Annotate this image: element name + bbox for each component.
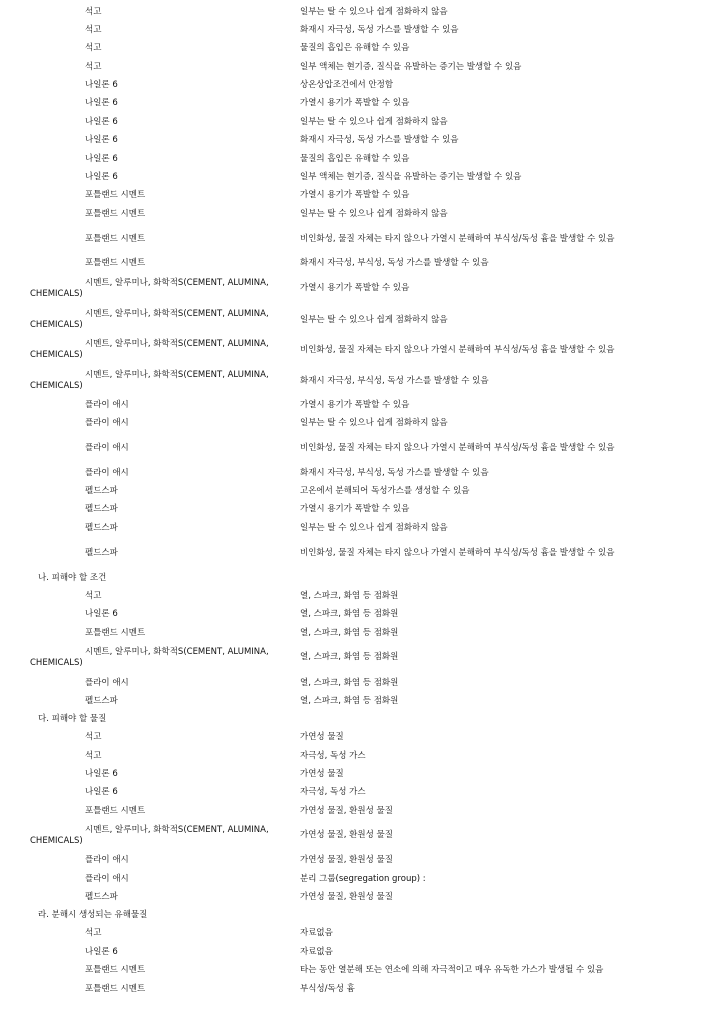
substance-name: 나일론 6 [85, 117, 118, 127]
hazard-description: 가연성 물질 [300, 769, 344, 779]
hazard-description: 타는 동안 열분해 또는 연소에 의해 자극적이고 매우 유독한 가스가 발생될 수 있음 [300, 965, 604, 975]
hazard-description: 일부는 탈 수 있으나 쉽게 점화하지 않음 [300, 418, 448, 428]
substance-name: 포틀랜드 시멘트 [85, 209, 146, 219]
substance-name: 플라이 애시 [85, 443, 129, 453]
hazard-description: 가열시 용기가 폭발할 수 있음 [300, 283, 410, 293]
substance-name: 나일론 6 [85, 172, 118, 182]
hazard-description: 열, 스파크, 화염 등 점화원 [300, 591, 399, 601]
hazard-description: 자료없음 [300, 928, 333, 938]
substance-name: 펠드스파 [85, 696, 118, 706]
hazard-description: 가열시 용기가 폭발할 수 있음 [300, 190, 410, 200]
substance-name: 시멘트, 알루미나, 화학적S(CEMENT, ALUMINA, CHEMICALS) [30, 370, 269, 391]
substance-name: 시멘트, 알루미나, 화학적S(CEMENT, ALUMINA, CHEMICALS) [30, 647, 269, 668]
hazard-description: 비인화성, 물질 자체는 타지 않으나 가열시 분해하여 부식성/독성 흄을 발생할 수 있음 [300, 548, 615, 558]
hazard-description: 가연성 물질, 환원성 물질 [300, 830, 393, 840]
hazard-description: 열, 스파크, 화염 등 점화원 [300, 628, 399, 638]
substance-name: 석고 [85, 591, 102, 601]
substance-name: 포틀랜드 시멘트 [85, 628, 146, 638]
hazard-description: 화재시 자극성, 부식성, 독성 가스를 발생할 수 있음 [300, 258, 489, 268]
section-heading: 다. 피해야 할 물질 [38, 714, 107, 724]
hazard-description: 일부는 탈 수 있으나 쉽게 점화하지 않음 [300, 117, 448, 127]
substance-name: 플라이 애시 [85, 400, 129, 410]
substance-name: 플라이 애시 [85, 468, 129, 478]
substance-name: 석고 [85, 25, 102, 35]
section-heading: 나. 피해야 할 조건 [38, 573, 107, 583]
hazard-description: 비인화성, 물질 자체는 타지 않으나 가열시 분해하여 부식성/독성 흄을 발생할 수 있음 [300, 234, 615, 244]
substance-name: 나일론 6 [85, 609, 118, 619]
substance-name: 시멘트, 알루미나, 화학적S(CEMENT, ALUMINA, CHEMICALS) [30, 339, 269, 360]
hazard-description: 화재시 자극성, 부식성, 독성 가스를 발생할 수 있음 [300, 376, 489, 386]
substance-name: 나일론 6 [85, 769, 118, 779]
hazard-description: 자극성, 독성 가스 [300, 787, 366, 797]
substance-name: 시멘트, 알루미나, 화학적S(CEMENT, ALUMINA, CHEMICALS) [30, 309, 269, 330]
hazard-description: 화재시 자극성, 독성 가스를 발생할 수 있음 [300, 135, 459, 145]
hazard-description: 가연성 물질, 환원성 물질 [300, 892, 393, 902]
hazard-description: 물질의 흡입은 유해할 수 있음 [300, 43, 410, 53]
substance-name: 펠드스파 [85, 523, 118, 533]
substance-name: 포틀랜드 시멘트 [85, 234, 146, 244]
substance-name: 포틀랜드 시멘트 [85, 806, 146, 816]
substance-name: 나일론 6 [85, 135, 118, 145]
substance-name: 포틀랜드 시멘트 [85, 190, 146, 200]
substance-name: 석고 [85, 928, 102, 938]
substance-name: 나일론 6 [85, 154, 118, 164]
substance-name: 포틀랜드 시멘트 [85, 984, 146, 994]
substance-name: 플라이 애시 [85, 678, 129, 688]
hazard-description: 화재시 자극성, 독성 가스를 발생할 수 있음 [300, 25, 459, 35]
hazard-description: 화재시 자극성, 부식성, 독성 가스를 발생할 수 있음 [300, 468, 489, 478]
hazard-description: 물질의 흡입은 유해할 수 있음 [300, 154, 410, 164]
hazard-description: 일부 액체는 현기증, 질식을 유발하는 증기는 발생할 수 있음 [300, 62, 522, 72]
hazard-description: 비인화성, 물질 자체는 타지 않으나 가열시 분해하여 부식성/독성 흄을 발생할 수 있음 [300, 443, 615, 453]
hazard-description: 일부는 탈 수 있으나 쉽게 점화하지 않음 [300, 209, 448, 219]
hazard-description: 상온상압조건에서 안정함 [300, 80, 394, 90]
hazard-description: 일부는 탈 수 있으나 쉽게 점화하지 않음 [300, 315, 448, 325]
substance-name: 나일론 6 [85, 98, 118, 108]
hazard-description: 자료없음 [300, 947, 333, 957]
hazard-description: 가연성 물질 [300, 732, 344, 742]
substance-name: 플라이 애시 [85, 874, 129, 884]
substance-name: 펠드스파 [85, 486, 118, 496]
substance-name: 플라이 애시 [85, 855, 129, 865]
substance-name: 시멘트, 알루미나, 화학적S(CEMENT, ALUMINA, CHEMICALS) [30, 278, 269, 299]
hazard-description: 자극성, 독성 가스 [300, 751, 366, 761]
substance-name: 플라이 애시 [85, 418, 129, 428]
hazard-description: 열, 스파크, 화염 등 점화원 [300, 652, 399, 662]
hazard-description: 가열시 용기가 폭발할 수 있음 [300, 504, 410, 514]
substance-name: 포틀랜드 시멘트 [85, 258, 146, 268]
hazard-description: 일부는 탈 수 있으나 쉽게 점화하지 않음 [300, 523, 448, 533]
hazard-description: 열, 스파크, 화염 등 점화원 [300, 609, 399, 619]
substance-name: 펠드스파 [85, 504, 118, 514]
substance-name: 시멘트, 알루미나, 화학적S(CEMENT, ALUMINA, CHEMICALS) [30, 825, 269, 846]
hazard-description: 부식성/독성 흄 [300, 984, 355, 994]
substance-name: 펠드스파 [85, 892, 118, 902]
substance-name: 나일론 6 [85, 80, 118, 90]
hazard-description: 가연성 물질, 환원성 물질 [300, 855, 393, 865]
substance-name: 포틀랜드 시멘트 [85, 965, 146, 975]
hazard-description: 고온에서 분해되어 독성가스를 생성할 수 있음 [300, 486, 470, 496]
hazard-description: 가열시 용기가 폭발할 수 있음 [300, 400, 410, 410]
hazard-description: 열, 스파크, 화염 등 점화원 [300, 696, 399, 706]
substance-name: 나일론 6 [85, 947, 118, 957]
hazard-description: 일부는 탈 수 있으나 쉽게 점화하지 않음 [300, 7, 448, 17]
substance-name: 석고 [85, 751, 102, 761]
substance-name: 펠드스파 [85, 548, 118, 558]
hazard-description: 열, 스파크, 화염 등 점화원 [300, 678, 399, 688]
hazard-description: 가연성 물질, 환원성 물질 [300, 806, 393, 816]
substance-name: 석고 [85, 43, 102, 53]
substance-name: 석고 [85, 732, 102, 742]
section-heading: 라. 분해시 생성되는 유해물질 [38, 910, 148, 920]
substance-name: 석고 [85, 7, 102, 17]
hazard-description: 분리 그룹(segregation group) : [300, 874, 426, 884]
hazard-description: 가열시 용기가 폭발할 수 있음 [300, 98, 410, 108]
substance-name: 나일론 6 [85, 787, 118, 797]
hazard-description: 일부 액체는 현기증, 질식을 유발하는 증기는 발생할 수 있음 [300, 172, 522, 182]
substance-name: 석고 [85, 62, 102, 72]
hazard-description: 비인화성, 물질 자체는 타지 않으나 가열시 분해하여 부식성/독성 흄을 발생할 수 있음 [300, 345, 615, 355]
